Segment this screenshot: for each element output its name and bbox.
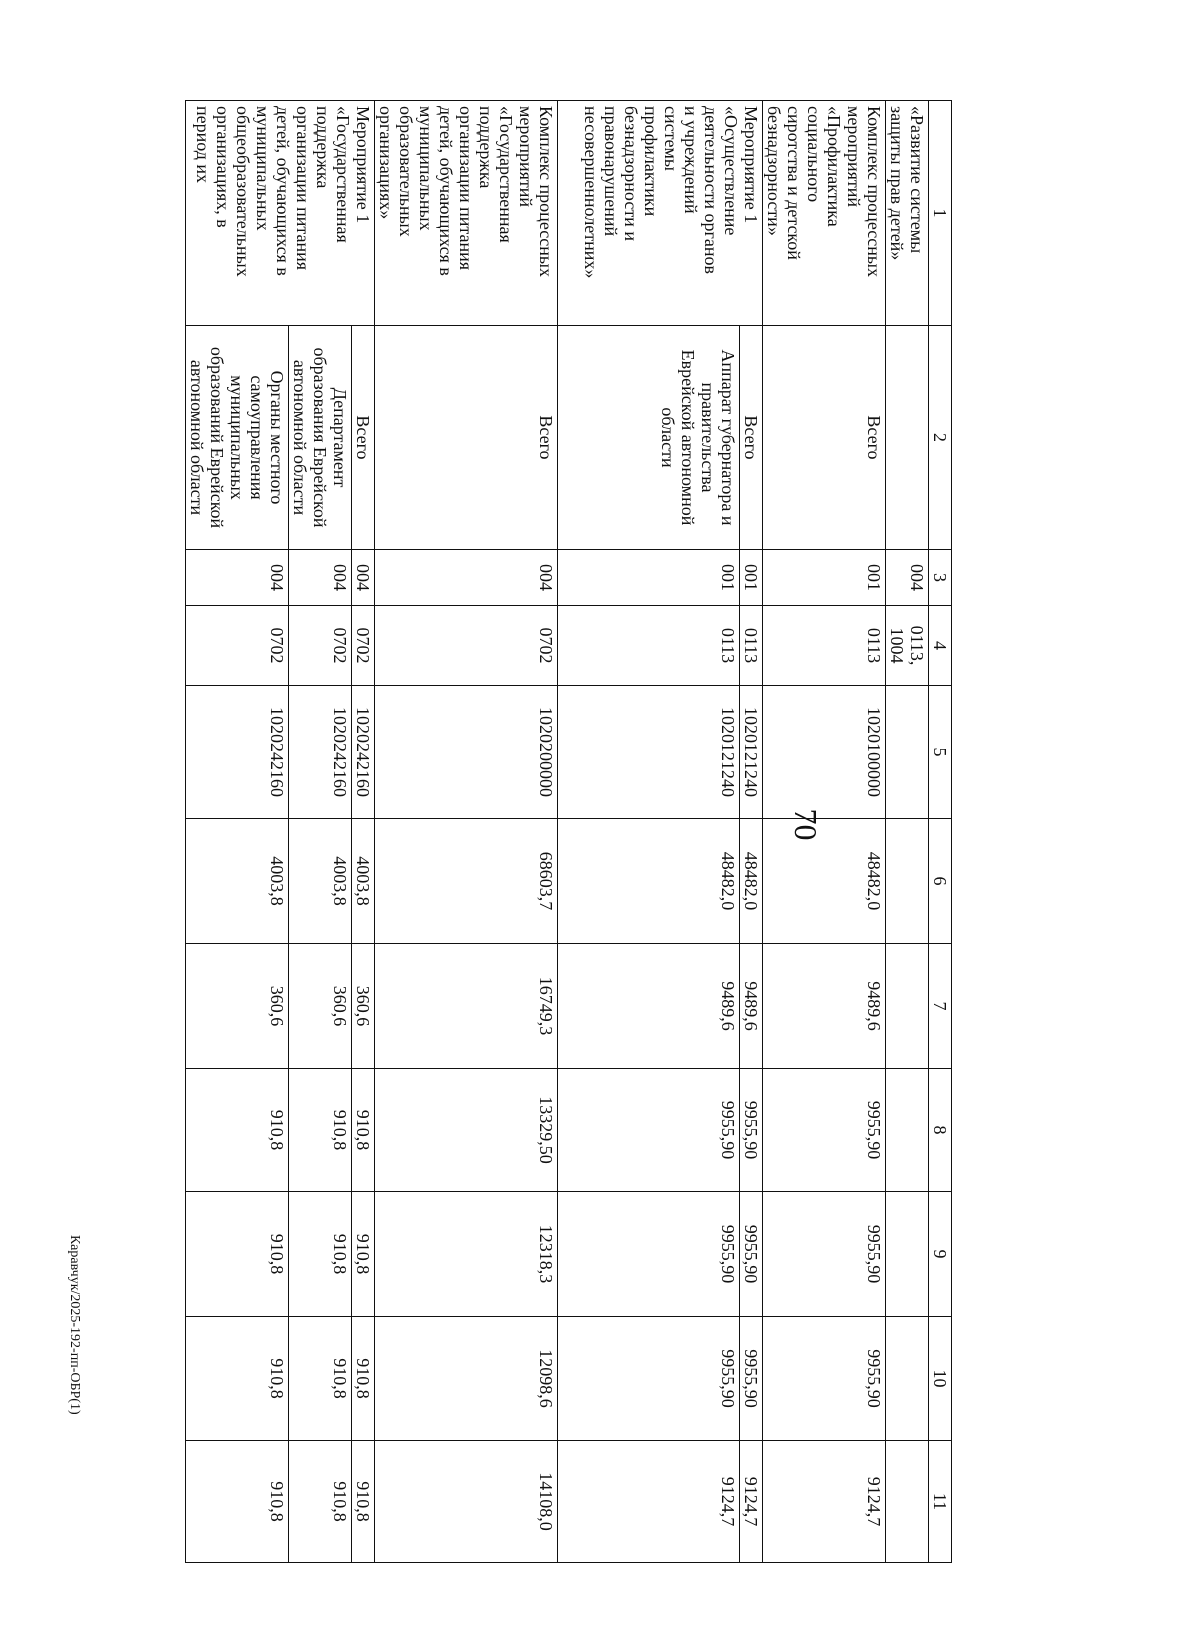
executor-cell: Всего <box>763 326 886 550</box>
grbs-cell: 004 <box>886 550 929 606</box>
header-cell: 11 <box>929 1441 952 1563</box>
year-cell: 9489,6 <box>763 944 886 1069</box>
header-row <box>929 101 952 1563</box>
table-row <box>375 101 558 1563</box>
section-cell: 0113 <box>740 606 763 686</box>
total-cell: 48482,0 <box>740 819 763 944</box>
executor-cell: Департамент образования Еврейской автономной области <box>289 326 352 550</box>
target-article-cell: 1020242160 <box>352 686 375 819</box>
grbs-cell: 001 <box>763 550 886 606</box>
program-name-cell: Комплекс процессных мероприятий «Государственная поддержка организации питания детей, обучающихся в муниципальных образовательных организациях» <box>375 101 558 326</box>
target-article-cell: 1020242160 <box>289 686 352 819</box>
budget-table <box>185 100 952 1563</box>
year-cell: 14108,0 <box>375 1441 558 1563</box>
year-cell: 360,6 <box>352 944 375 1069</box>
target-article-cell: 1020121240 <box>558 686 740 819</box>
total-cell: 68603,7 <box>375 819 558 944</box>
year-cell: 12318,3 <box>375 1192 558 1317</box>
table-row <box>763 101 886 1563</box>
executor-cell <box>886 326 929 550</box>
section-cell: 0113 <box>558 606 740 686</box>
executor-cell: Всего <box>740 326 763 550</box>
year-cell: 9955,90 <box>740 1192 763 1317</box>
year-cell: 910,8 <box>352 1317 375 1441</box>
grbs-cell: 001 <box>558 550 740 606</box>
target-article-cell: 1020200000 <box>375 686 558 819</box>
program-name-cell: Комплекс процессных мероприятий «Профилактика социального сиротства и детской безнадзорности» <box>763 101 886 326</box>
program-name-cell: Мероприятие 1 «Осуществление деятельности органов и учреждений системы профилактики безнадзорности и правонарушений несовершеннолетних» <box>558 101 763 326</box>
year-cell <box>886 944 929 1069</box>
year-cell: 9489,6 <box>740 944 763 1069</box>
year-cell: 910,8 <box>289 1441 352 1563</box>
header-cell: 7 <box>929 944 952 1069</box>
section-cell: 0113 <box>763 606 886 686</box>
year-cell: 9955,90 <box>763 1192 886 1317</box>
total-cell: 4003,8 <box>186 819 289 944</box>
document-code: Каравчук/2025-192-пп-ОБР(1) <box>67 1235 82 1415</box>
executor-cell: Органы местного самоуправления муниципальных образований Еврейской автономной области <box>186 326 289 550</box>
year-cell: 910,8 <box>352 1069 375 1192</box>
header-cell: 9 <box>929 1192 952 1317</box>
year-cell: 910,8 <box>186 1192 289 1317</box>
section-cell: 0702 <box>186 606 289 686</box>
year-cell: 9955,90 <box>558 1317 740 1441</box>
page-number: 70 <box>788 808 824 841</box>
year-cell: 910,8 <box>186 1069 289 1192</box>
executor-cell: Всего <box>352 326 375 550</box>
year-cell: 360,6 <box>289 944 352 1069</box>
year-cell: 12098,6 <box>375 1317 558 1441</box>
year-cell: 9955,90 <box>558 1069 740 1192</box>
year-cell: 910,8 <box>289 1192 352 1317</box>
grbs-cell: 004 <box>289 550 352 606</box>
target-article-cell: 1020242160 <box>186 686 289 819</box>
header-cell: 6 <box>929 819 952 944</box>
section-cell: 0702 <box>289 606 352 686</box>
target-article-cell: 1020100000 <box>763 686 886 819</box>
header-cell: 1 <box>929 101 952 326</box>
year-cell: 9124,7 <box>763 1441 886 1563</box>
section-cell: 0702 <box>352 606 375 686</box>
header-cell: 4 <box>929 606 952 686</box>
year-cell: 13329,50 <box>375 1069 558 1192</box>
year-cell <box>886 1317 929 1441</box>
total-cell <box>886 819 929 944</box>
total-cell: 4003,8 <box>352 819 375 944</box>
section-cell: 0702 <box>375 606 558 686</box>
grbs-cell: 004 <box>352 550 375 606</box>
program-name-cell: Мероприятие 1 «Государственная поддержка организации питания детей, обучающихся в муниципальных общеобразовательных организациях, в период их <box>186 101 375 326</box>
year-cell: 9955,90 <box>763 1317 886 1441</box>
year-cell: 9955,90 <box>558 1192 740 1317</box>
header-cell: 10 <box>929 1317 952 1441</box>
year-cell: 910,8 <box>186 1441 289 1563</box>
table-row <box>740 101 763 1563</box>
year-cell: 9124,7 <box>558 1441 740 1563</box>
year-cell: 9489,6 <box>558 944 740 1069</box>
header-cell: 3 <box>929 550 952 606</box>
year-cell: 910,8 <box>352 1441 375 1563</box>
year-cell: 16749,3 <box>375 944 558 1069</box>
year-cell: 910,8 <box>186 1317 289 1441</box>
table-row <box>352 101 375 1563</box>
year-cell: 360,6 <box>186 944 289 1069</box>
program-name-cell: «Развитие системы защиты прав детей» <box>886 101 929 326</box>
grbs-cell: 004 <box>186 550 289 606</box>
year-cell: 910,8 <box>352 1192 375 1317</box>
year-cell: 9955,90 <box>740 1069 763 1192</box>
year-cell: 910,8 <box>289 1317 352 1441</box>
header-cell: 8 <box>929 1069 952 1192</box>
total-cell: 4003,8 <box>289 819 352 944</box>
total-cell: 48482,0 <box>763 819 886 944</box>
year-cell <box>886 1192 929 1317</box>
year-cell: 9124,7 <box>740 1441 763 1563</box>
grbs-cell: 001 <box>740 550 763 606</box>
year-cell <box>886 1069 929 1192</box>
header-cell: 2 <box>929 326 952 550</box>
executor-cell: Аппарат губернатора и правительства Еврейской автономной области <box>558 326 740 550</box>
header-cell: 5 <box>929 686 952 819</box>
executor-cell: Всего <box>375 326 558 550</box>
year-cell: 9955,90 <box>740 1317 763 1441</box>
section-cell: 0113, 1004 <box>886 606 929 686</box>
table-row <box>886 101 929 1563</box>
year-cell: 9955,90 <box>763 1069 886 1192</box>
total-cell: 48482,0 <box>558 819 740 944</box>
year-cell <box>886 1441 929 1563</box>
grbs-cell: 004 <box>375 550 558 606</box>
target-article-cell: 1020121240 <box>740 686 763 819</box>
year-cell: 910,8 <box>289 1069 352 1192</box>
target-article-cell <box>886 686 929 819</box>
